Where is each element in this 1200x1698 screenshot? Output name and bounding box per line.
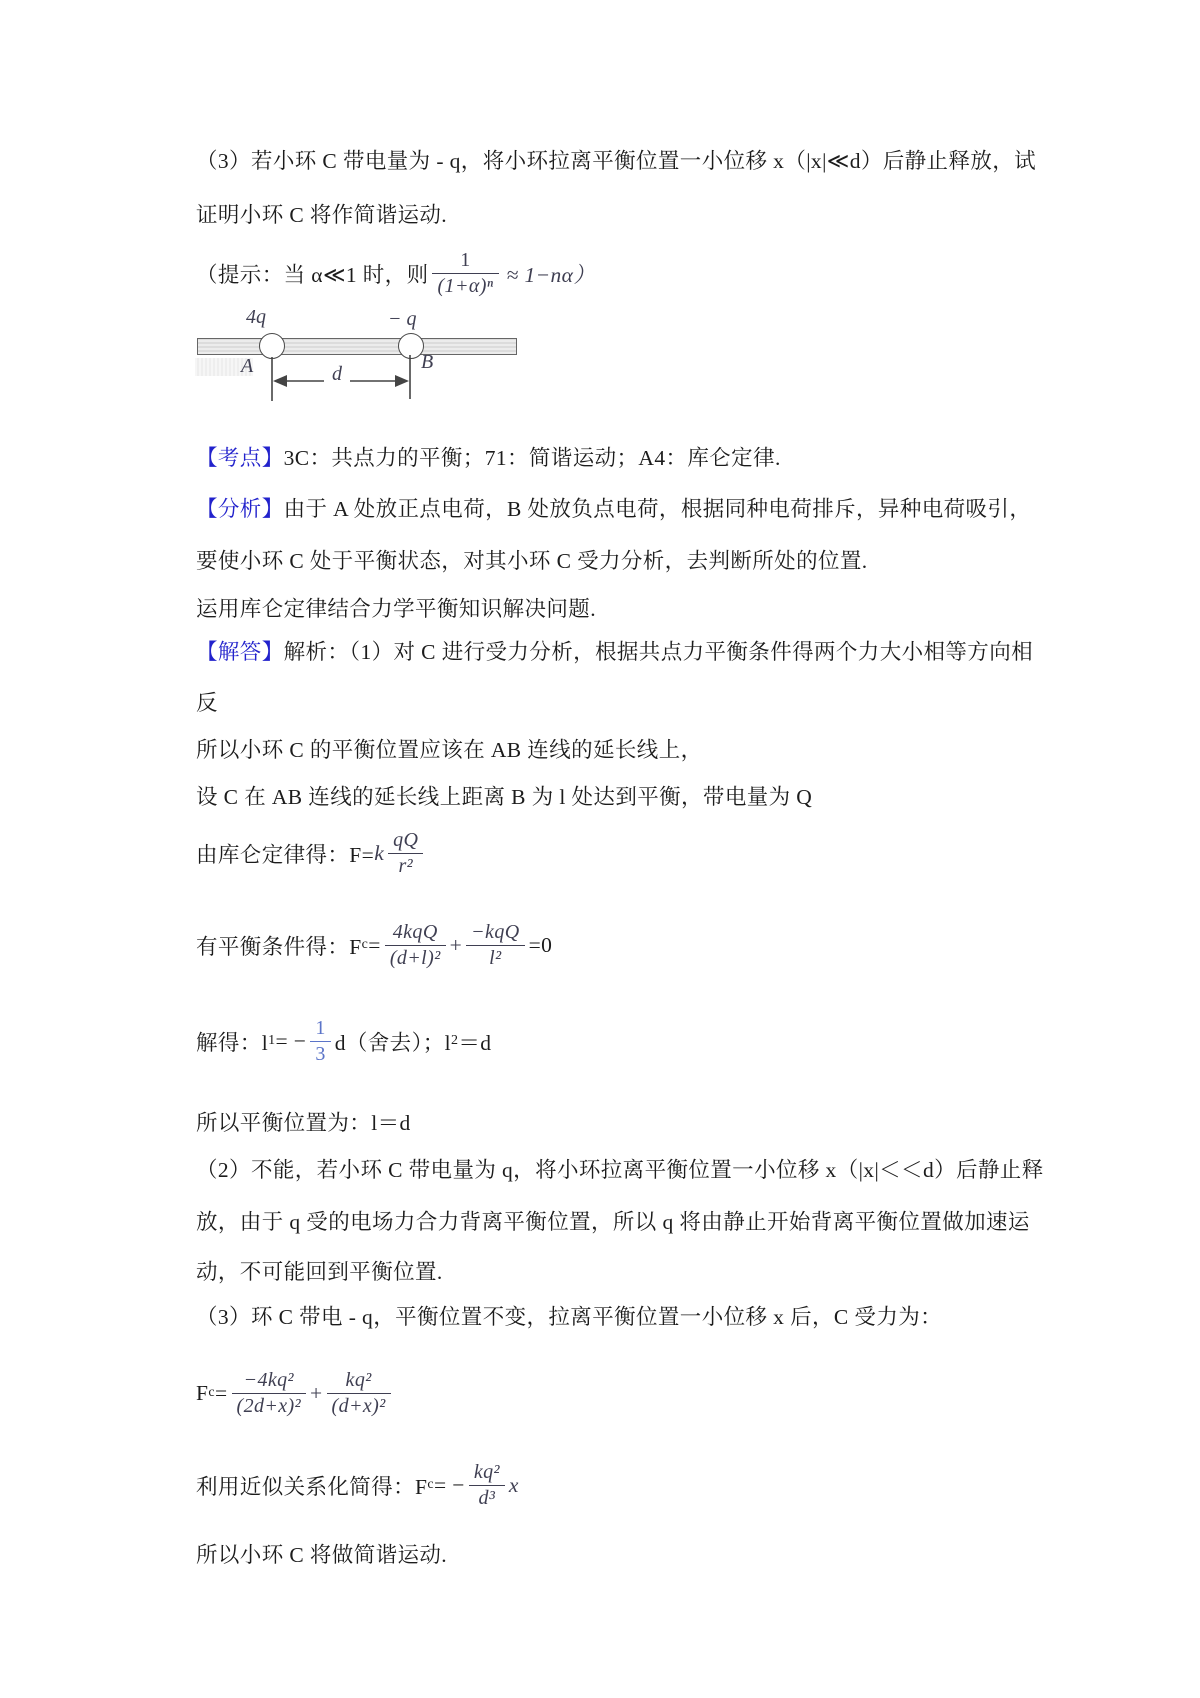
problem-line-1: （3）若小环 C 带电量为 - q，将小环拉离平衡位置一小位移 x（|x|≪d）后静止释放，试 <box>196 149 1037 173</box>
hint-prefix: （提示：当 α≪1 时，则 <box>196 262 429 287</box>
balance-result-line: 所以平衡位置为：l＝d <box>196 1111 411 1135</box>
solve-sub-2: 2 <box>451 1033 459 1048</box>
hint-suffix: ≈ 1−nα） <box>506 262 596 287</box>
approx-denominator: d³ <box>469 1485 505 1510</box>
part2-line-2: 放，由于 q 受的电场力合力背离平衡位置，所以 q 将由静止开始背离平衡位置做加速运 <box>196 1210 1030 1234</box>
part3-line-1: （3）环 C 带电 - q，平衡位置不变，拉离平衡位置一小位移 x 后，C 受力为： <box>196 1305 943 1329</box>
solve-numerator: 1 <box>315 1016 326 1039</box>
jieda-line-3: 所以小环 C 的平衡位置应该在 AB 连线的延长线上， <box>196 738 703 762</box>
coulomb-k: k <box>374 840 385 865</box>
solve-denominator: 3 <box>310 1041 330 1066</box>
formula-coulomb <box>196 818 427 888</box>
part3-conclusion: 所以小环 C 将做简谐运动. <box>196 1543 448 1567</box>
jieda-line-1 <box>196 637 1056 667</box>
approx-prefix: 利用近似关系化简得：F <box>196 1474 428 1499</box>
fenxi-line-2: 要使小环 C 处于平衡状态，对其小环 C 受力分析，去判断所处的位置. <box>196 549 868 573</box>
jieda-text-1: 解析：（1）对 C 进行受力分析，根据共点力平衡条件得两个力大小相等方向相 <box>283 640 1034 664</box>
balance-fraction-1 <box>385 921 446 970</box>
charge-label-b: − q <box>388 308 417 330</box>
jieda-tag: 【解答】 <box>196 640 284 664</box>
kaodian-line <box>196 443 1056 473</box>
balance-suffix: =0 <box>528 932 553 957</box>
formula-fc2 <box>196 1358 395 1428</box>
dimension-arrow <box>258 355 434 405</box>
fc2-fraction-2 <box>327 1369 391 1418</box>
hint-fraction-numerator: 1 <box>460 248 471 271</box>
fc2-prefix: F <box>196 1380 209 1405</box>
hint-fraction <box>432 249 498 298</box>
formula-balance <box>196 910 552 980</box>
solve-eq: = − <box>275 1028 307 1053</box>
point-label-b: B <box>421 351 434 373</box>
kaodian-tag: 【考点】 <box>196 446 284 470</box>
coulomb-prefix: 由库仑定律得：F= <box>196 842 375 867</box>
balance-sub-c: c <box>361 937 369 952</box>
formula-approx <box>196 1450 519 1520</box>
solve-mid: d（舍去）；l <box>334 1030 451 1055</box>
approx-fraction <box>469 1461 505 1510</box>
jieda-line-2: 反 <box>196 691 218 715</box>
fc2-plus: + <box>310 1380 323 1405</box>
part2-line-1: （2）不能，若小环 C 带电量为 q，将小环拉离平衡位置一小位移 x（|x|＜＜d）后静止释 <box>196 1158 1044 1182</box>
solve-fraction <box>310 1017 330 1066</box>
fc2-sub-c: c <box>208 1385 215 1400</box>
balance-f2-numerator: −kqQ <box>471 920 520 943</box>
hint-fraction-denominator: (1+α)ⁿ <box>432 273 498 298</box>
approx-suffix: x <box>508 1472 519 1497</box>
balance-f1-denominator: (d+l)² <box>385 945 446 970</box>
balance-f2-denominator: l² <box>466 945 524 970</box>
approx-numerator: kq² <box>473 1460 500 1483</box>
problem-line-2: 证明小环 C 将作简谐运动. <box>196 203 448 227</box>
fc2-f2-numerator: kq² <box>345 1368 372 1391</box>
fc2-f1-denominator: (2d+x)² <box>232 1393 307 1418</box>
rod <box>197 338 517 355</box>
balance-prefix: 有平衡条件得：F <box>196 934 362 959</box>
jieda-line-4: 设 C 在 AB 连线的延长线上距离 B 为 l 处达到平衡，带电量为 Q <box>196 785 813 809</box>
formula-solve <box>196 1006 491 1076</box>
point-label-a: A <box>241 355 254 377</box>
balance-f1-numerator: 4kqQ <box>392 920 438 943</box>
distance-label: d <box>332 363 342 385</box>
balance-plus: + <box>449 932 463 957</box>
approx-sub-c: c <box>427 1477 434 1492</box>
hint-line <box>196 238 595 308</box>
part2-line-3: 动，不可能回到平衡位置. <box>196 1260 443 1284</box>
coulomb-fraction <box>388 829 423 878</box>
coulomb-numerator: qQ <box>393 828 419 851</box>
charge-label-a: 4q <box>246 306 266 328</box>
coulomb-denominator: r² <box>388 853 423 878</box>
solve-prefix: 解得：l <box>196 1030 269 1055</box>
balance-eq: = <box>368 932 381 957</box>
fc2-fraction-1 <box>232 1369 307 1418</box>
fc2-f2-denominator: (d+x)² <box>327 1393 391 1418</box>
fenxi-tag: 【分析】 <box>196 497 284 521</box>
balance-fraction-2 <box>466 921 524 970</box>
solve-sub-1: 1 <box>268 1033 276 1048</box>
solve-suffix: ＝d <box>458 1030 492 1055</box>
approx-eq: = − <box>433 1472 465 1497</box>
fenxi-line-3: 运用库仑定律结合力学平衡知识解决问题. <box>196 597 596 621</box>
fenxi-line-1 <box>196 494 1056 524</box>
fc2-eq: = <box>214 1380 228 1405</box>
kaodian-text: 3C：共点力的平衡；71：简谐运动；A4：库仑定律. <box>283 446 781 470</box>
fc2-f1-numerator: −4kq² <box>243 1368 294 1391</box>
figure-charges-diagram <box>190 303 550 411</box>
fenxi-text-1: 由于 A 处放正点电荷，B 处放负点电荷，根据同种电荷排斥，异种电荷吸引， <box>283 497 1032 521</box>
